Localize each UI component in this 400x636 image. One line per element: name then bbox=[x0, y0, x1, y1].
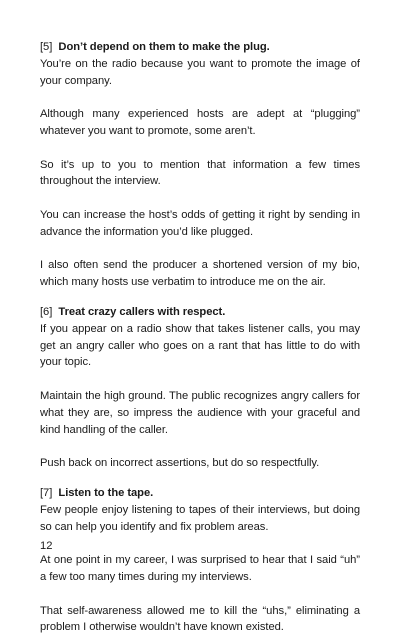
paragraph: You can increase the host’s odds of getting it right by sending in advance the information you’d like plugged. bbox=[40, 207, 360, 241]
section-heading bbox=[40, 39, 360, 56]
paragraph: I also often send the producer a shortened version of my bio, which many hosts use verbatim to introduce me on the air. bbox=[40, 257, 360, 291]
paragraph: Although many experienced hosts are adept at “plugging” whatever you want to promote, some aren’t. bbox=[40, 106, 360, 140]
section-title: Don’t depend on them to make the plug. bbox=[58, 41, 269, 53]
section-6 bbox=[40, 304, 360, 472]
paragraph: If you appear on a radio show that takes listener calls, you may get an angry caller who goes on a rant that has little to do with your topic. bbox=[40, 321, 360, 371]
section-5 bbox=[40, 39, 360, 291]
section-title: Treat crazy callers with respect. bbox=[58, 306, 225, 318]
paragraph: Push back on incorrect assertions, but do so respectfully. bbox=[40, 455, 360, 472]
page-number: 12 bbox=[40, 538, 52, 554]
section-heading bbox=[40, 485, 360, 502]
paragraph: That self-awareness allowed me to kill the “uhs,” eliminating a problem I otherwise wouldn’t have known existed. bbox=[40, 603, 360, 636]
paragraph: You’re on the radio because you want to promote the image of your company. bbox=[40, 56, 360, 90]
paragraph: At one point in my career, I was surprised to hear that I said “uh” a few too many times during my interviews. bbox=[40, 552, 360, 586]
section-title: Listen to the tape. bbox=[58, 487, 153, 499]
paragraph: So it’s up to you to mention that information a few times throughout the interview. bbox=[40, 157, 360, 191]
section-number: [7] bbox=[40, 487, 52, 499]
paragraph: Few people enjoy listening to tapes of their interviews, but doing so can help you identify and fix problem areas. bbox=[40, 502, 360, 536]
paragraph: Maintain the high ground. The public recognizes angry callers for what they are, so impress the audience with your graceful and kind handling of the caller. bbox=[40, 388, 360, 438]
section-number: [6] bbox=[40, 306, 52, 318]
section-number: [5] bbox=[40, 41, 52, 53]
section-heading bbox=[40, 304, 360, 321]
page-body bbox=[40, 39, 360, 636]
section-7 bbox=[40, 485, 360, 636]
